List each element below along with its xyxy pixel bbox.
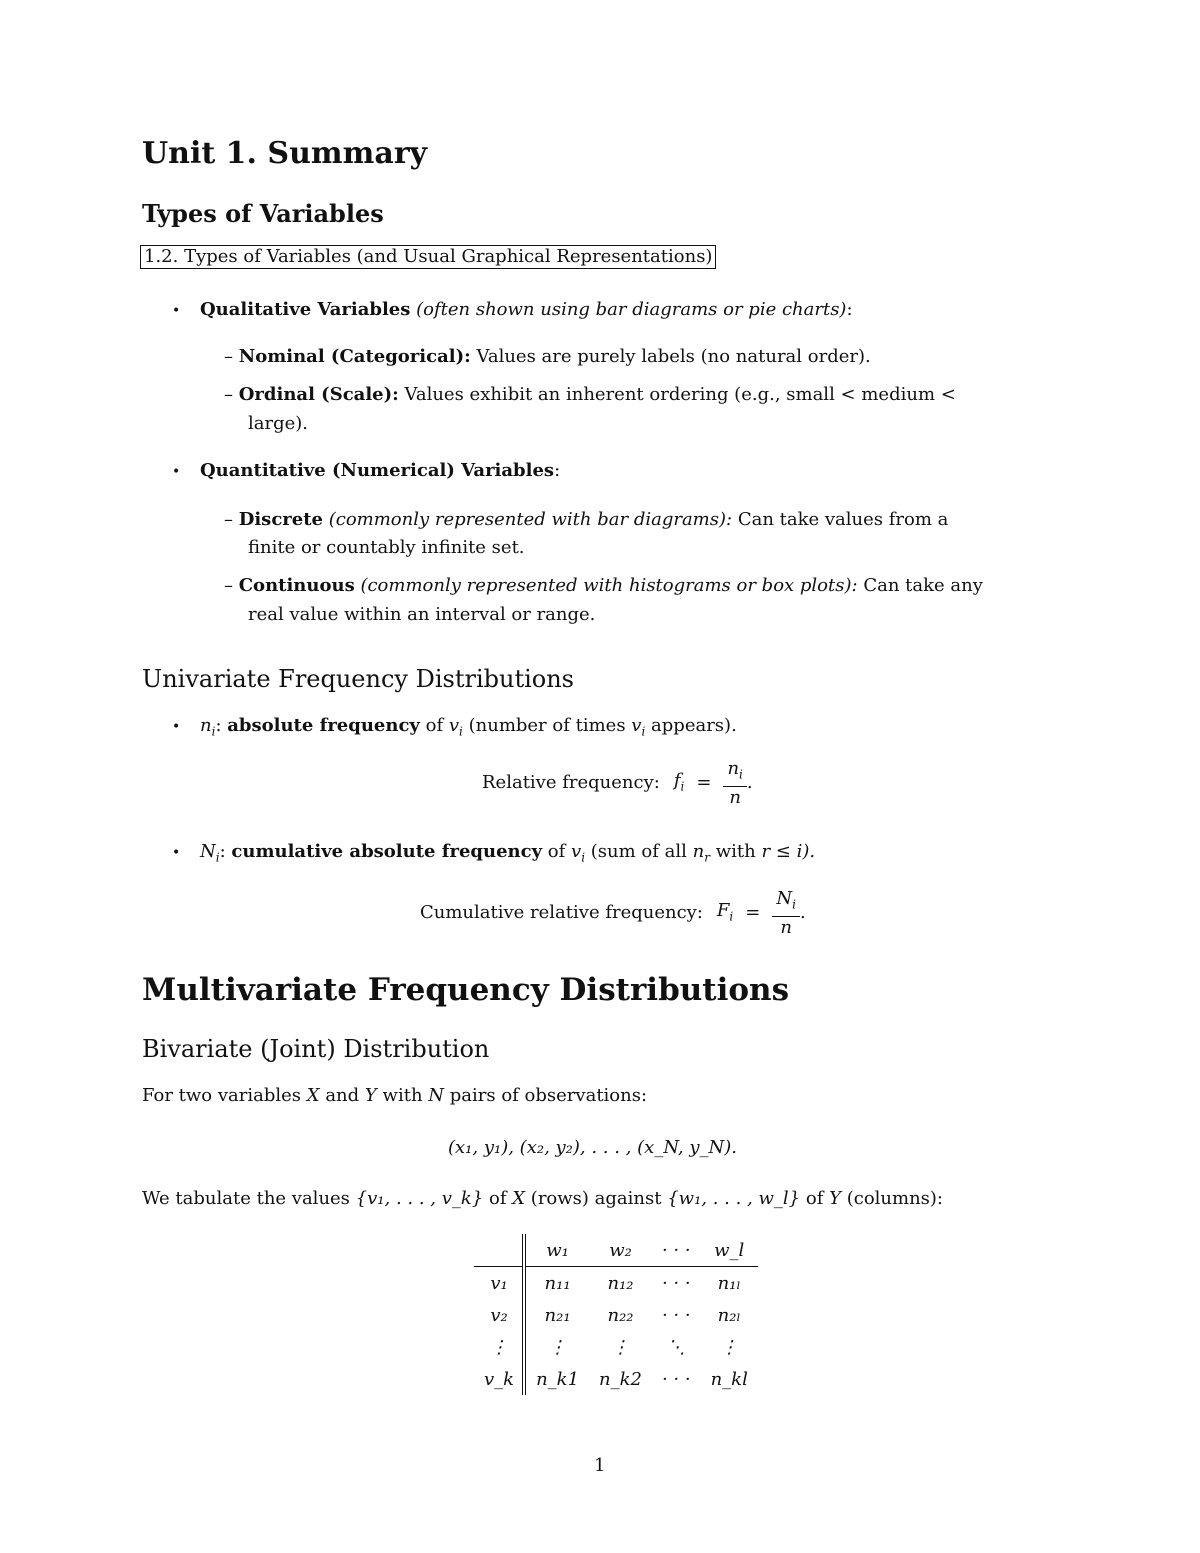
intro-Y: Y <box>364 1085 377 1106</box>
quantitative-label: Quantitative (Numerical) Variables <box>200 460 555 481</box>
tabulate-v: {v₁, . . . , v_k} <box>355 1188 484 1209</box>
intro-N: N <box>428 1085 445 1106</box>
cumulative-relative-frequency-formula: Cumulative relative frequency: $F_i$ = $\frac{N_i}{n}$ . <box>420 888 806 938</box>
abs-symbol <box>200 715 216 739</box>
boxed-subsection-label: 1.2. Types of Variables (and Usual Graphical Representations) <box>140 245 716 269</box>
cumrel-label: Cumulative relative frequency: <box>420 902 703 924</box>
column-header: w_l <box>701 1234 758 1267</box>
tabulate-of2: of <box>805 1188 824 1209</box>
bullet-icon: • <box>172 845 181 861</box>
table-cell: n_k1 <box>536 1368 580 1390</box>
cum-paren-3: r ≤ i). <box>761 841 816 862</box>
table-cell: n₁₁ <box>544 1272 571 1294</box>
intro-1: For two variables <box>142 1085 302 1106</box>
intro-X: X <box>306 1085 320 1106</box>
section-heading-univariate: Univariate Frequency Distributions <box>142 665 574 693</box>
abs-v-symbol: $v_i$ <box>448 715 463 739</box>
bullet-icon: • <box>172 719 181 735</box>
abs-sym-n: n <box>200 715 212 736</box>
table-cell: n₂₂ <box>607 1304 634 1326</box>
table-cell: ⋮ <box>611 1336 630 1358</box>
cum-sym-N: N <box>200 841 216 862</box>
table-corner <box>474 1234 524 1267</box>
dash-icon: – <box>224 509 233 530</box>
bullet-qualitative <box>172 296 853 325</box>
tabulate-sentence <box>142 1185 943 1213</box>
rel-den: n <box>729 786 741 808</box>
abs-sub-i: i <box>211 724 216 739</box>
subbullet-discrete <box>224 506 948 534</box>
bullet-icon: • <box>172 464 181 480</box>
tabulate-cols: (columns): <box>846 1188 943 1209</box>
cum-paren-1: (sum of all <box>590 841 687 862</box>
column-header: w₁ <box>524 1234 589 1267</box>
nominal-text: Values are purely labels (no natural order). <box>476 346 871 367</box>
dash-icon: – <box>224 575 233 596</box>
tabulate-of: of <box>489 1188 507 1209</box>
cumrel-den: n <box>780 916 792 938</box>
subsection-heading-bivariate: Bivariate (Joint) Distribution <box>142 1035 490 1063</box>
bullet-icon: • <box>172 303 181 319</box>
column-header: w₂ <box>589 1234 652 1267</box>
nominal-label: Nominal (Categorical): <box>238 346 471 367</box>
abs-label: absolute frequency <box>227 715 420 736</box>
bullet-absolute-frequency: • $n_i$: absolute frequency of $v_i$ (number of times $v_i$ appears). <box>172 715 737 739</box>
discrete-text-2: finite or countably infinite set. <box>248 537 525 558</box>
rel-num: n <box>727 758 740 779</box>
table-cell: · · · <box>661 1304 691 1326</box>
tabulate-Y: Y <box>829 1188 841 1209</box>
continuous-text-2: real value within an interval or range. <box>248 604 596 625</box>
table-header-row <box>474 1234 758 1267</box>
intro-with: with <box>382 1085 423 1106</box>
table-row <box>474 1331 758 1363</box>
table-row <box>474 1299 758 1331</box>
table-cell: n₂ₗ <box>717 1304 741 1326</box>
tabulate-rows: (rows) against <box>530 1188 662 1209</box>
table-row <box>474 1267 758 1300</box>
joint-frequency-table <box>474 1234 758 1395</box>
continuous-label: Continuous <box>238 575 355 596</box>
table-cell: n_k2 <box>599 1368 642 1390</box>
section-heading-multivariate: Multivariate Frequency Distributions <box>142 972 790 1008</box>
bullet-cumulative-frequency: • $N_i$: cumulative absolute frequency of $v_i$ (sum of all $n_r$ with r ≤ i). <box>172 841 816 865</box>
continuous-note: (commonly represented with histograms or box plots): <box>360 575 858 596</box>
relative-frequency-formula: Relative frequency: $f_i$ = $\frac{n_i}{n}$ . <box>482 758 753 808</box>
qualitative-label: Qualitative Variables <box>200 299 411 320</box>
table-cell: n_kl <box>710 1368 748 1390</box>
dash-icon: – <box>224 346 233 367</box>
cumrel-F: F <box>716 899 730 921</box>
discrete-text-1: Can take values from a <box>737 509 949 530</box>
section-heading-types: Types of Variables <box>142 199 384 228</box>
subbullet-ordinal <box>224 381 956 409</box>
abs-of: of <box>425 715 444 736</box>
table-cell: · · · <box>661 1368 691 1390</box>
cumrel-num: N <box>776 888 793 909</box>
page-number: 1 <box>594 1455 606 1476</box>
abs-v: v <box>448 715 460 736</box>
row-header: v_k <box>474 1363 524 1395</box>
subbullet-continuous <box>224 572 983 600</box>
qualitative-note: (often shown using bar diagrams or pie charts) <box>416 299 847 320</box>
rel-f: f <box>673 769 681 791</box>
bivariate-intro <box>142 1082 647 1110</box>
table-cell: · · · <box>661 1272 691 1294</box>
table-cell: n₁ₗ <box>717 1272 741 1294</box>
table-cell: ⋱ <box>667 1336 686 1358</box>
ordinal-text-2: large). <box>248 413 309 434</box>
table-row <box>474 1363 758 1395</box>
tabulate-1: We tabulate the values <box>142 1188 350 1209</box>
quantitative-colon: : <box>554 460 561 481</box>
table-cell: n₁₂ <box>607 1272 634 1294</box>
subbullet-nominal <box>224 343 871 371</box>
row-header: ⋮ <box>474 1331 524 1363</box>
abs-paren-1: (number of times <box>468 715 626 736</box>
dash-icon: – <box>224 384 233 405</box>
rel-fraction: $\frac{n_i}{n}$ <box>723 758 746 809</box>
rel-label: Relative frequency: <box>482 772 660 794</box>
frequency-table <box>474 1234 758 1395</box>
table-cell: n₂₁ <box>544 1304 571 1326</box>
tabulate-X: X <box>512 1188 526 1209</box>
continuous-text-1: Can take any <box>863 575 983 596</box>
column-header: · · · <box>652 1234 701 1267</box>
discrete-label: Discrete <box>238 509 323 530</box>
intro-and: and <box>325 1085 360 1106</box>
cumrel-fraction: $\frac{N_i}{n}$ <box>772 888 800 939</box>
cum-label: cumulative absolute frequency <box>231 841 543 862</box>
cum-paren-2: with <box>715 841 756 862</box>
document-title: Unit 1. Summary <box>142 136 428 171</box>
pairs-expression: (x₁, y₁), (x₂, y₂), . . . , (x_N, y_N). <box>448 1137 738 1158</box>
table-cell: ⋮ <box>720 1336 739 1358</box>
discrete-note: (commonly represented with bar diagrams): <box>328 509 733 530</box>
tabulate-w: {w₁, . . . , w_l} <box>667 1188 801 1209</box>
ordinal-text-1: Values exhibit an inherent ordering (e.g., small < medium < <box>404 384 956 405</box>
row-header: v₁ <box>474 1267 524 1300</box>
abs-paren-2: appears). <box>651 715 737 736</box>
bullet-quantitative <box>172 457 560 486</box>
table-cell: ⋮ <box>548 1336 567 1358</box>
ordinal-label: Ordinal (Scale): <box>238 384 399 405</box>
intro-2: pairs of observations: <box>449 1085 648 1106</box>
qualitative-colon: : <box>846 299 853 320</box>
row-header: v₂ <box>474 1299 524 1331</box>
